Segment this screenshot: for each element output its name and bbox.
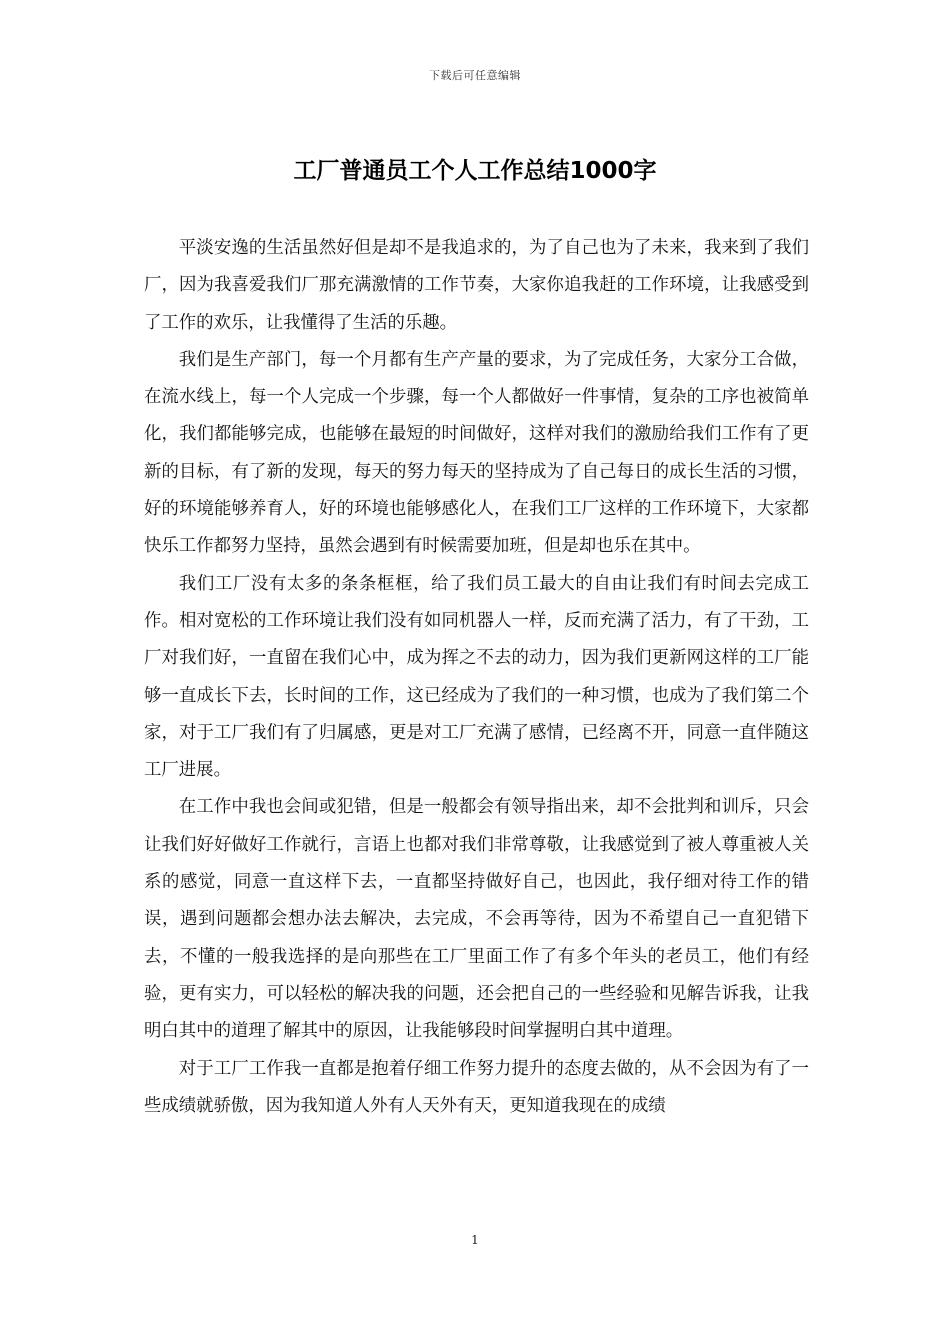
paragraph: 我们是生产部门，每一个月都有生产产量的要求，为了完成任务，大家分工合做，在流水线上，每一个人完成一个步骤，每一个人都做好一件事情，复杂的工序也被简单化，我们都能够完成，也能够在最短的时间做好，这样对我们的激励给我们工作有了更新的目标，有了新的发现，每天的努力每天的坚持成为了自己每日的成长生活的习惯，好的环境能够养育人，好的环境也能够感化人，在我们工厂这样的工作环境下，大家都快乐工作都努力坚持，虽然会遇到有时候需要加班，但是却也乐在其中。: [144, 349, 809, 557]
paragraph: 平淡安逸的生活虽然好但是却不是我追求的，为了自己也为了未来，我来到了我们厂，因为我喜爱我们厂那充满激情的工作节奏，大家你追我赶的工作环境，让我感受到了工作的欢乐，让我懂得了生活的乐趣。: [144, 238, 809, 333]
paragraph: 在工作中我也会间或犯错，但是一般都会有领导指出来，却不会批判和训斥，只会让我们好好做好工作就行，言语上也都对我们非常尊敬，让我感觉到了被人尊重被人关系的感觉，同意一直这样下去，一直都坚持做好自己，也因此，我仔细对待工作的错误，遇到问题都会想办法去解决，去完成，不会再等待，因为不希望自己一直犯错下去，不懂的一般我选择的是向那些在工厂里面工作了有多个年头的老员工，他们有经验，更有实力，可以轻松的解决我的问题，还会把自己的一些经验和见解告诉我，让我明白其中的道理了解其中的原因，让我能够段时间掌握明白其中道理。: [144, 797, 809, 1042]
header-note: 下载后可任意编辑: [429, 69, 521, 82]
document-title: 工厂普通员工个人工作总结1000字: [293, 158, 657, 184]
paragraph: 我们工厂没有太多的条条框框，给了我们员工最大的自由让我们有时间去完成工作。相对宽松的工作环境让我们没有如同机器人一样，反而充满了活力，有了干劲，工厂对我们好，一直留在我们心中，成为挥之不去的动力，因为我们更新网这样的工厂能够一直成长下去，长时间的工作，这已经成为了我们的一种习惯，也成为了我们第二个家，对于工厂我们有了归属感，更是对工厂充满了感情，已经离不开，同意一直伴随这工厂进展。: [144, 573, 809, 781]
document-body: [144, 230, 809, 1125]
paragraph: 对于工厂工作我一直都是抱着仔细工作努力提升的态度去做的，从不会因为有了一些成绩就骄傲，因为我知道人外有人天外有天，更知道我现在的成绩: [144, 1058, 809, 1116]
page-number: 1: [471, 1233, 479, 1247]
